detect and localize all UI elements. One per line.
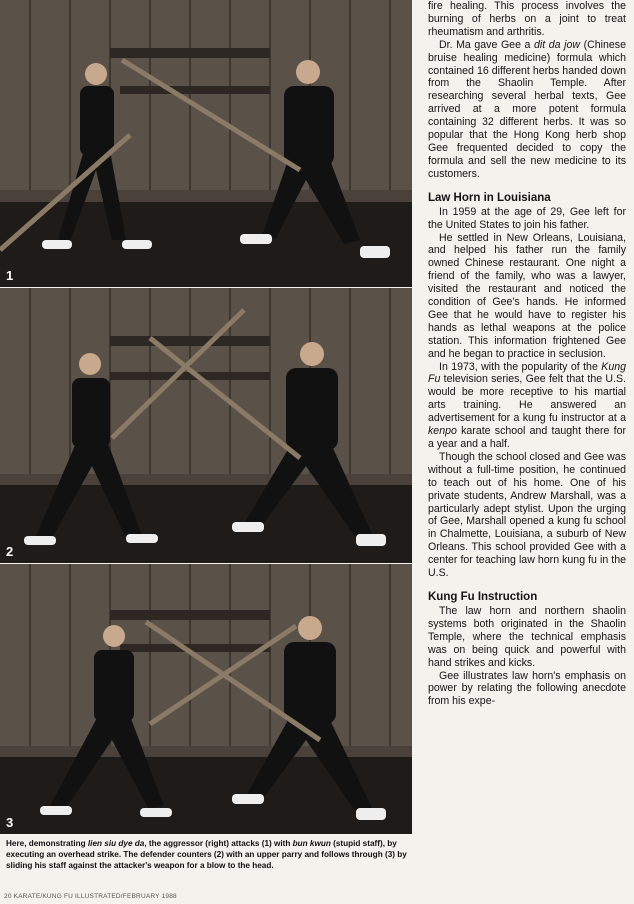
paragraph: In 1973, with the popularity of the Kung Fu television series, Gee felt that the U.S. would be more receptive to his martial arts training. He answered an advertisement for a kung fu instructor at a kenpo karate school and taught there for a year and a half. [428, 360, 626, 450]
photo-1-image [0, 0, 412, 287]
photo-3 [0, 564, 412, 834]
paragraph: The law horn and northern shaolin systems both originated in the Shaolin Temple, where the technical emphasis was on being quick and powerful with hand strikes and kicks. [428, 604, 626, 669]
paragraph: In 1959 at the age of 29, Gee left for the United States to join his father. [428, 205, 626, 231]
section-heading: Kung Fu Instruction [428, 590, 538, 603]
photo-number: 2 [6, 544, 14, 559]
photo-2 [0, 288, 412, 563]
section-heading: Law Horn in Louisiana [428, 191, 551, 204]
paragraph: Gee illustrates law horn's emphasis on power by relating the following anecdote from his expe- [428, 669, 626, 708]
photo-2-image [0, 288, 412, 563]
caption-term: lien siu dye da [87, 839, 145, 848]
paragraph: fire healing. This process involves the burning of herbs on a joint to treat rheumatism and arthritis. [428, 0, 626, 38]
caption-text: , the aggressor (right) attacks (1) with [144, 839, 293, 848]
photo-number: 3 [6, 815, 14, 830]
caption-term: bun kwun [292, 839, 331, 848]
page-footer: 20 KARATE/KUNG FU ILLUSTRATED/FEBRUARY 1988 [4, 893, 177, 900]
caption-text: Here, demonstrating [6, 839, 88, 848]
article-column [428, 0, 626, 708]
caption-text: (stupid staff), by executing an overhead strike. The defender counters (2) with an upper parry and follows through (3) by sliding his staff against the attacker's weapon for a blow to the head. [6, 839, 407, 870]
photo-caption [6, 838, 418, 871]
photo-1 [0, 0, 412, 287]
paragraph: He settled in New Orleans, Louisiana, and helped his father run the family owned Chinese restaurant. One night a friend of the family, who was a lawyer, visited the restaurant and noticed the condition of Gee's hands. He informed Gee that he would have to register his hands as lethal weapons at the police station. This information frightened Gee and he began to practice in seclusion. [428, 231, 626, 360]
photo-number: 1 [6, 268, 14, 283]
photo-3-image [0, 564, 412, 834]
paragraph: Dr. Ma gave Gee a dit da jow (Chinese bruise healing medicine) formula which contained 16 different herbs handed down from the Shaolin Temple. After researching several herbal texts, Gee arrived at a more potent formula containing 32 different herbs. It was so popular that the Hong Kong herb shop Gee frequented decided to copy the formula and sell the new medicine to its customers. [428, 38, 626, 180]
paragraph: Though the school closed and Gee was without a full-time position, he continued to teach out of his home. One of his private students, Andrew Marshall, was a particularly adept stylist. Upon the urging of Gee, Marshall opened a kung fu school in Chalmette, Louisiana, a suburb of New Orleans. This school provided Gee with a center for teaching law horn kung fu in the U.S. [428, 450, 626, 580]
